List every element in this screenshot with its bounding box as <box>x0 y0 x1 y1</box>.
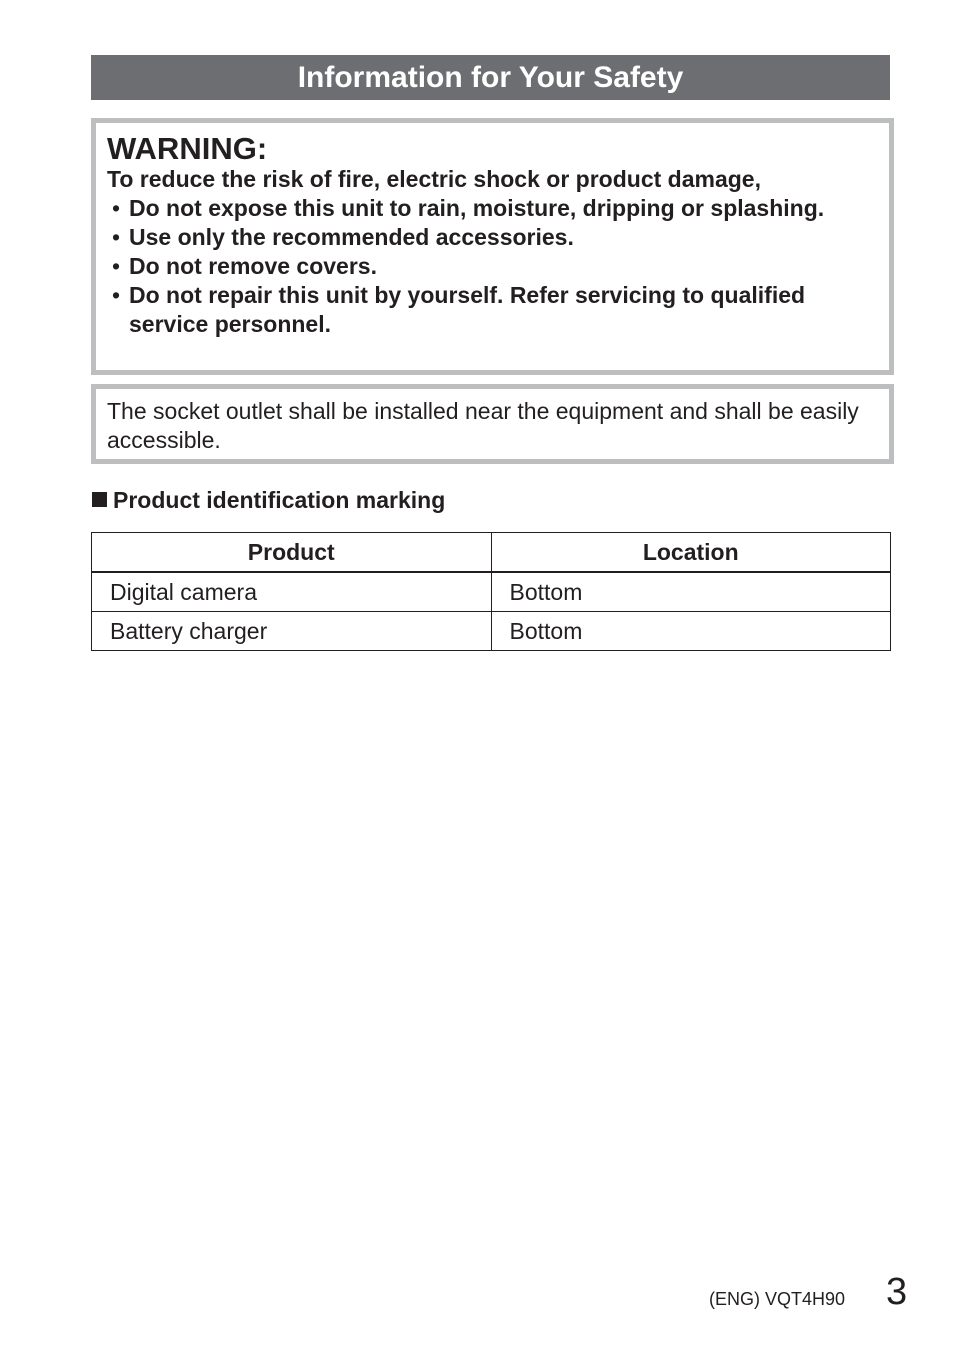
section-heading-text: Product identification marking <box>113 487 446 513</box>
warning-intro: To reduce the risk of fire, electric shock or product damage, <box>107 166 761 192</box>
bullet-icon: • <box>112 252 121 279</box>
page-title: Information for Your Safety <box>297 61 684 94</box>
bullet-icon: • <box>112 281 121 308</box>
section-heading <box>92 486 445 514</box>
page-title-banner <box>91 55 890 100</box>
warning-box <box>91 118 894 375</box>
bullet-icon: • <box>112 195 121 221</box>
page-number: 3 <box>886 1271 908 1313</box>
warning-item <box>107 281 837 339</box>
socket-notice-box <box>91 384 894 464</box>
warning-item-text: Use only the recommended accessories. <box>129 223 574 250</box>
warning-item-text: Do not remove covers. <box>129 252 377 279</box>
warning-item-text: Do not expose this unit to rain, moisture, dripping or splashing. <box>129 195 825 221</box>
warning-item <box>107 194 837 223</box>
product-marking-table <box>91 532 891 651</box>
warning-item <box>107 252 837 281</box>
square-bullet-icon <box>92 492 107 507</box>
table-cell-location: Bottom <box>491 572 891 612</box>
table-cell-product: Digital camera <box>92 572 492 612</box>
column-header-product: Product <box>92 533 492 573</box>
warning-title: WARNING: <box>107 131 268 166</box>
table-cell-location: Bottom <box>491 612 891 651</box>
warning-list <box>107 194 837 339</box>
warning-item-text: Do not repair this unit by yourself. Refer servicing to qualified service personnel. <box>129 281 806 337</box>
column-header-location: Location <box>491 533 891 573</box>
table-row <box>92 612 891 651</box>
socket-notice-text: The socket outlet shall be installed near the equipment and shall be easily accessible. <box>107 398 859 453</box>
warning-item <box>107 223 837 252</box>
table-row <box>92 572 891 612</box>
table-cell-product: Battery charger <box>92 612 492 651</box>
document-code: (ENG) VQT4H90 <box>709 1289 846 1309</box>
table-header-row <box>92 533 891 573</box>
bullet-icon: • <box>112 223 121 250</box>
